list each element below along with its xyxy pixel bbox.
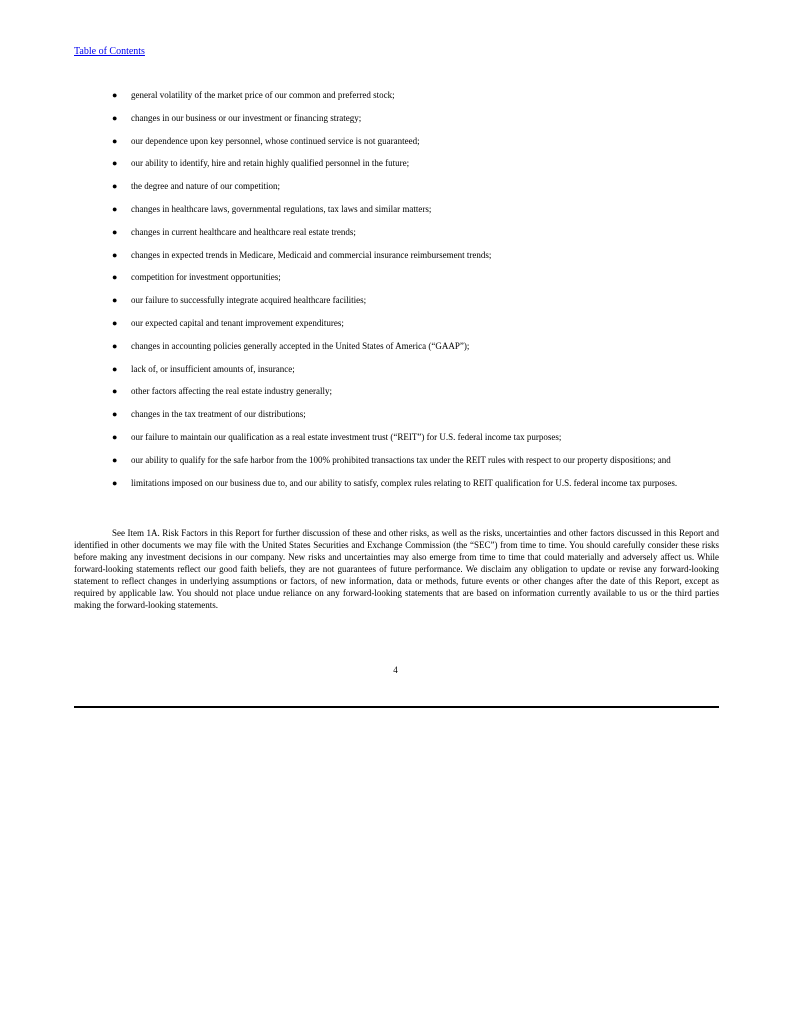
list-item-text: our ability to identify, hire and retain highly qualified personnel in the future; xyxy=(131,158,410,169)
bullet-icon: ● xyxy=(112,181,118,192)
page-divider xyxy=(74,706,719,708)
list-item-text: competition for investment opportunities; xyxy=(131,272,281,283)
list-item-text: changes in expected trends in Medicare, Medicaid and commercial insurance reimbursement trends; xyxy=(131,249,492,260)
forward-looking-factors-list xyxy=(74,89,719,499)
list-item xyxy=(74,385,719,397)
bullet-icon: ● xyxy=(112,386,118,397)
list-item-text: changes in the tax treatment of our distributions; xyxy=(131,409,306,420)
list-item-text: changes in healthcare laws, governmental regulations, tax laws and similar matters; xyxy=(131,203,432,214)
bullet-icon: ● xyxy=(112,203,118,214)
list-item-text: our failure to maintain our qualification as a real estate investment trust (“REIT”) for U.S. federal income tax purposes; xyxy=(131,431,562,442)
list-item-text: the degree and nature of our competition; xyxy=(131,181,280,192)
page-number: 4 xyxy=(393,665,398,675)
bullet-icon: ● xyxy=(112,90,118,100)
list-item xyxy=(74,477,719,489)
list-item xyxy=(74,203,719,215)
list-item-text: changes in our business or our investment or financing strategy; xyxy=(131,112,362,123)
list-item xyxy=(74,340,719,352)
list-item-text: limitations imposed on our business due to, and our ability to satisfy, complex rules relating to REIT qualification for U.S. federal income tax purposes. xyxy=(131,477,678,488)
bullet-icon: ● xyxy=(112,363,118,374)
bullet-icon: ● xyxy=(112,340,118,351)
bullet-icon: ● xyxy=(112,249,118,260)
list-item-text: general volatility of the market price of our common and preferred stock; xyxy=(131,90,395,100)
list-item-text: our ability to qualify for the safe harbor from the 100% prohibited transactions tax under the REIT rules with respect to our property dispositions; and xyxy=(131,454,671,465)
bullet-icon: ● xyxy=(112,454,118,465)
bullet-icon: ● xyxy=(112,409,118,420)
bullet-icon: ● xyxy=(112,477,118,488)
bullet-icon: ● xyxy=(112,317,118,328)
list-item xyxy=(74,157,719,169)
list-item xyxy=(74,294,719,306)
bullet-icon: ● xyxy=(112,135,118,146)
list-item xyxy=(74,363,719,375)
list-item xyxy=(74,112,719,124)
list-item xyxy=(74,317,719,329)
list-item-text: lack of, or insufficient amounts of, insurance; xyxy=(131,363,295,374)
list-item-text: our expected capital and tenant improvement expenditures; xyxy=(131,317,344,328)
bullet-icon: ● xyxy=(112,272,118,283)
list-item xyxy=(74,249,719,261)
list-item-text: changes in accounting policies generally accepted in the United States of America (“GAAP”); xyxy=(131,340,470,351)
bullet-icon: ● xyxy=(112,295,118,306)
list-item-text: other factors affecting the real estate industry generally; xyxy=(131,386,332,397)
bullet-icon: ● xyxy=(112,112,118,123)
list-item xyxy=(74,408,719,420)
table-of-contents-link[interactable]: Table of Contents xyxy=(74,46,145,57)
list-item xyxy=(74,180,719,192)
list-item xyxy=(74,89,719,101)
list-item xyxy=(74,431,719,443)
list-item xyxy=(74,226,719,238)
list-item xyxy=(74,271,719,283)
closing-paragraph: See Item 1A. Risk Factors in this Report for further discussion of these and other risks, as well as the risks, uncertainties and other factors discussed in this Report and identified in other documents we may file with the United States Securities and Exchange Commission (the “SEC”) from time to time. You should carefully consider these risks before making any investment decisions in our company. New risks and uncertainties may also emerge from time to time that could materially and adversely affect us. While forward-looking statements reflect our good faith beliefs, they are not guarantees of future performance. We disclaim any obligation to update or revise any forward-looking statement to reflect changes in underlying assumptions or factors, of new information, data or methods, future events or other changes after the date of this Report, except as required by applicable law. You should not place undue reliance on any forward-looking statements that are based on information currently available to us or the third parties making the forward-looking statements. xyxy=(74,528,719,610)
list-item xyxy=(74,135,719,147)
list-item xyxy=(74,454,719,466)
bullet-icon: ● xyxy=(112,226,118,237)
list-item-text: changes in current healthcare and healthcare real estate trends; xyxy=(131,226,356,237)
bullet-icon: ● xyxy=(112,158,118,169)
list-item-text: our failure to successfully integrate acquired healthcare facilities; xyxy=(131,295,367,306)
bullet-icon: ● xyxy=(112,431,118,442)
list-item-text: our dependence upon key personnel, whose continued service is not guaranteed; xyxy=(131,135,420,146)
